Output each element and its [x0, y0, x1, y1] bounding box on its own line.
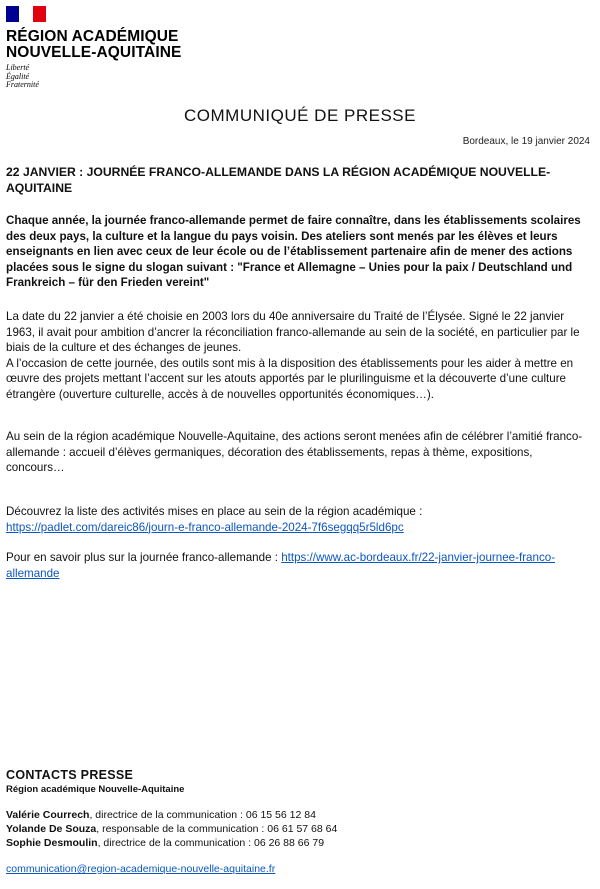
ac-bordeaux-link[interactable]: https://www.ac-bordeaux.fr/22-janvier-journee-franco-allemande	[6, 551, 556, 580]
document-title: COMMUNIQUÉ DE PRESSE	[184, 106, 416, 125]
flag-blue-band	[6, 6, 19, 22]
contact-detail: , directrice de la communication : 06 26 88 66 79	[97, 837, 325, 849]
document-date: Bordeaux, le 19 janvier 2024	[462, 136, 590, 147]
contact-name: Yolande De Souza	[6, 823, 97, 835]
press-contacts	[6, 767, 592, 850]
french-flag-icon	[6, 6, 46, 22]
contact-detail: , directrice de la communication : 06 15 56 12 84	[89, 809, 316, 821]
more-info-paragraph	[6, 550, 592, 581]
region-logo	[6, 6, 206, 90]
contact-detail: , responsable de la communication : 06 61 57 68 64	[96, 823, 338, 835]
history-paragraph	[6, 309, 592, 402]
org-name-line2: NOUVELLE-AQUITAINE	[6, 44, 182, 61]
more-info-text: Pour en savoir plus sur la journée franco-allemande :	[6, 551, 282, 564]
motto-fraternite: Fraternité	[6, 80, 39, 89]
contact-name: Sophie Desmoulin	[6, 837, 98, 849]
padlet-paragraph	[6, 504, 592, 535]
contact-entry	[6, 822, 592, 836]
flag-red-band	[33, 6, 46, 22]
actions-paragraph: Au sein de la région académique Nouvelle-Aquitaine, des actions seront menées afin de célébrer l’amitié franco-allemande : accueil d’élèves germaniques, décoration des établissements, repas à thème, expositions, concours…	[6, 430, 583, 474]
contact-name: Valérie Courrech	[6, 809, 90, 821]
republic-motto	[6, 64, 206, 90]
press-headline: 22 JANVIER : JOURNÉE FRANCO-ALLEMANDE DANS LA RÉGION ACADÉMIQUE NOUVELLE-AQUITAINE	[6, 165, 551, 195]
treaty-text: La date du 22 janvier a été choisie en 2003 lors du 40e anniversaire du Traité de l’Élysée. Signé le 22 janvier 1963, il avait pour ambition d’ancrer la réconciliation franco-allemande au sein de la société, en particulier par le biais de la culture et des échanges de jeunes.	[6, 310, 580, 354]
contacts-subtitle: Région académique Nouvelle-Aquitaine	[6, 784, 185, 795]
contact-email-link[interactable]: communication@region-academique-nouvelle-aquitaine.fr	[6, 863, 276, 875]
padlet-text: Découvrez la liste des activités mises en place au sein de la région académique :	[6, 505, 423, 518]
contact-entry	[6, 808, 592, 822]
org-name	[6, 29, 206, 61]
contact-entry	[6, 836, 592, 850]
intro-paragraph: Chaque année, la journée franco-allemande permet de faire connaître, dans les établissements scolaires des deux pays, la culture et la langue du pays voisin. Des ateliers sont menés par les élèves et leurs enseignants en lien avec ceux de leur école ou de l’établissement partenaire afin de mener des actions placées sous le signe du slogan suivant : "France et Allemagne – Unies pour la paix / Deutschland und Frankreich – für den Frieden vereint"	[6, 214, 581, 289]
padlet-link[interactable]: https://padlet.com/dareic86/journ-e-franco-allemande-2024-7f6segqq5r5ld6pc	[6, 520, 404, 534]
flag-white-band	[19, 6, 32, 22]
tools-text: A l’occasion de cette journée, des outils sont mis à la disposition des établissements pour les aider à mettre en œuvre des projets mettant l’accent sur les atouts apportés par le plurilinguisme et la découverte d’une culture étrangère (ouverture culturelle, accès à de nouvelles opportunités économiques…).	[6, 356, 574, 401]
motto-liberte: Liberté	[6, 63, 30, 72]
motto-egalite: Égalité	[6, 71, 30, 81]
contacts-title: CONTACTS PRESSE	[6, 768, 134, 782]
org-name-line1: RÉGION ACADÉMIQUE	[6, 28, 179, 45]
